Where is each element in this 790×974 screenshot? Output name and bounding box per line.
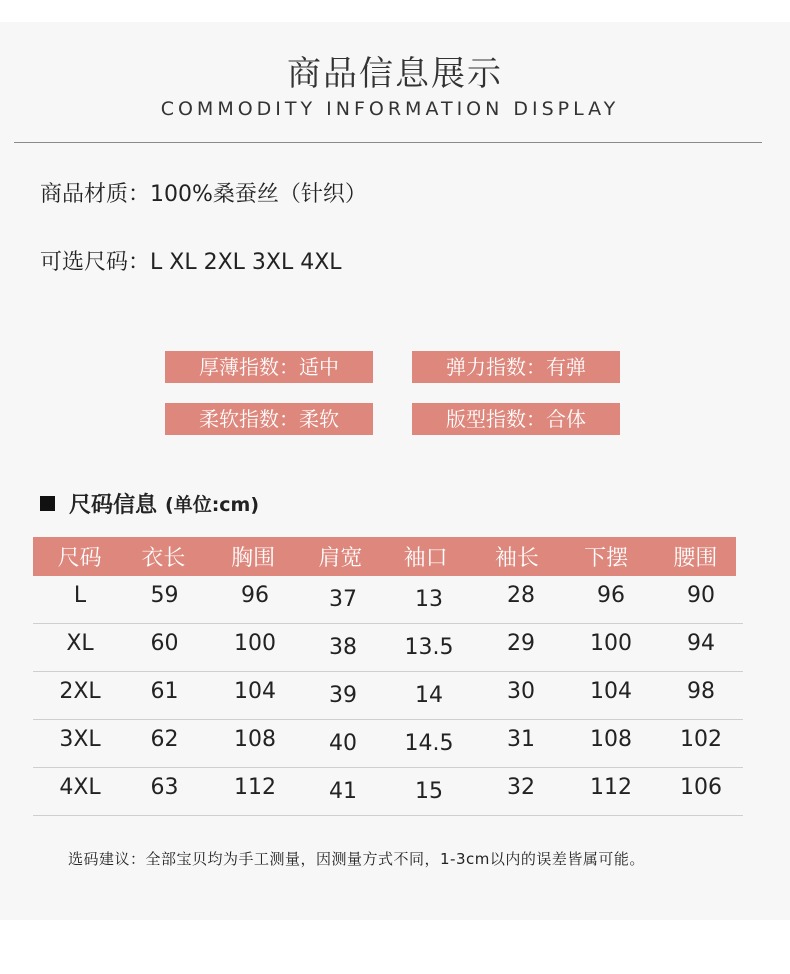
size-table [33, 537, 743, 816]
header-cell: 胸围 [231, 546, 276, 571]
table-cell: 3XL [59, 727, 101, 752]
table-cell: 102 [680, 727, 722, 752]
table-cell: 61 [150, 679, 179, 704]
table-cell: 100 [234, 631, 276, 656]
table-cell: 108 [234, 727, 276, 752]
size-advice-note: 选码建议：全部宝贝均为手工测量，因测量方式不同，1-3cm以内的误差皆属可能。 [68, 850, 645, 868]
table-cell: 96 [597, 583, 625, 608]
size-section-unit: (单位:cm) [165, 494, 260, 516]
table-cell: 98 [687, 679, 715, 704]
table-row [33, 768, 743, 816]
table-cell: 13 [415, 587, 443, 612]
page-title: 商品信息展示 [287, 54, 503, 94]
divider [14, 142, 762, 143]
table-cell: 63 [150, 775, 179, 800]
table-cell: 94 [687, 631, 715, 656]
header-cell: 袖长 [494, 546, 539, 571]
header-cell: 袖口 [403, 546, 448, 571]
table-cell: 108 [590, 727, 632, 752]
table-cell: 100 [590, 631, 632, 656]
page-subtitle: COMMODITY INFORMATION DISPLAY [160, 98, 620, 120]
table-cell: 30 [507, 679, 535, 704]
table-cell: 2XL [59, 679, 101, 704]
table-cell: 112 [590, 775, 632, 800]
thickness-tag: 厚薄指数：适中 [165, 351, 373, 383]
table-cell: 4XL [59, 775, 101, 800]
header-cell: 下摆 [584, 546, 629, 571]
table-cell: L [73, 583, 87, 608]
material-info: 商品材质：100%桑蚕丝（针织） [40, 182, 367, 207]
table-cell: 32 [507, 775, 535, 800]
table-cell: 90 [687, 583, 715, 608]
table-cell: 38 [329, 635, 357, 660]
square-bullet-icon [40, 496, 55, 511]
table-cell: 59 [150, 583, 179, 608]
header-cell: 尺码 [57, 546, 102, 571]
table-cell: 41 [329, 779, 357, 804]
sizes-info: 可选尺码：L XL 2XL 3XL 4XL [40, 250, 342, 275]
table-cell: 104 [234, 679, 276, 704]
header-cell: 腰围 [673, 546, 718, 571]
size-section-title: 尺码信息 [69, 493, 158, 518]
table-cell: 15 [415, 779, 443, 804]
table-cell: 29 [507, 631, 535, 656]
size-section-heading [40, 488, 259, 519]
table-cell: 96 [241, 583, 269, 608]
table-cell: 14.5 [404, 731, 454, 756]
table-cell: 14 [415, 683, 443, 708]
table-cell: 31 [507, 727, 535, 752]
table-cell: 62 [150, 727, 179, 752]
table-cell: XL [66, 631, 94, 656]
table-cell: 37 [329, 587, 357, 612]
header-cell: 衣长 [141, 546, 186, 571]
table-row [33, 624, 743, 672]
table-cell: 28 [507, 583, 535, 608]
elasticity-tag: 弹力指数：有弹 [412, 351, 620, 383]
table-cell: 104 [590, 679, 632, 704]
table-cell: 40 [329, 731, 357, 756]
table-cell: 112 [234, 775, 276, 800]
fit-tag: 版型指数：合体 [412, 403, 620, 435]
header-cell: 肩宽 [318, 546, 363, 571]
table-cell: 106 [680, 775, 722, 800]
table-row [33, 576, 743, 624]
table-cell: 39 [329, 683, 357, 708]
softness-tag: 柔软指数：柔软 [165, 403, 373, 435]
table-cell: 13.5 [404, 635, 454, 660]
table-cell: 60 [150, 631, 179, 656]
table-row [33, 720, 743, 768]
table-row [33, 672, 743, 720]
size-table-header [33, 537, 736, 576]
